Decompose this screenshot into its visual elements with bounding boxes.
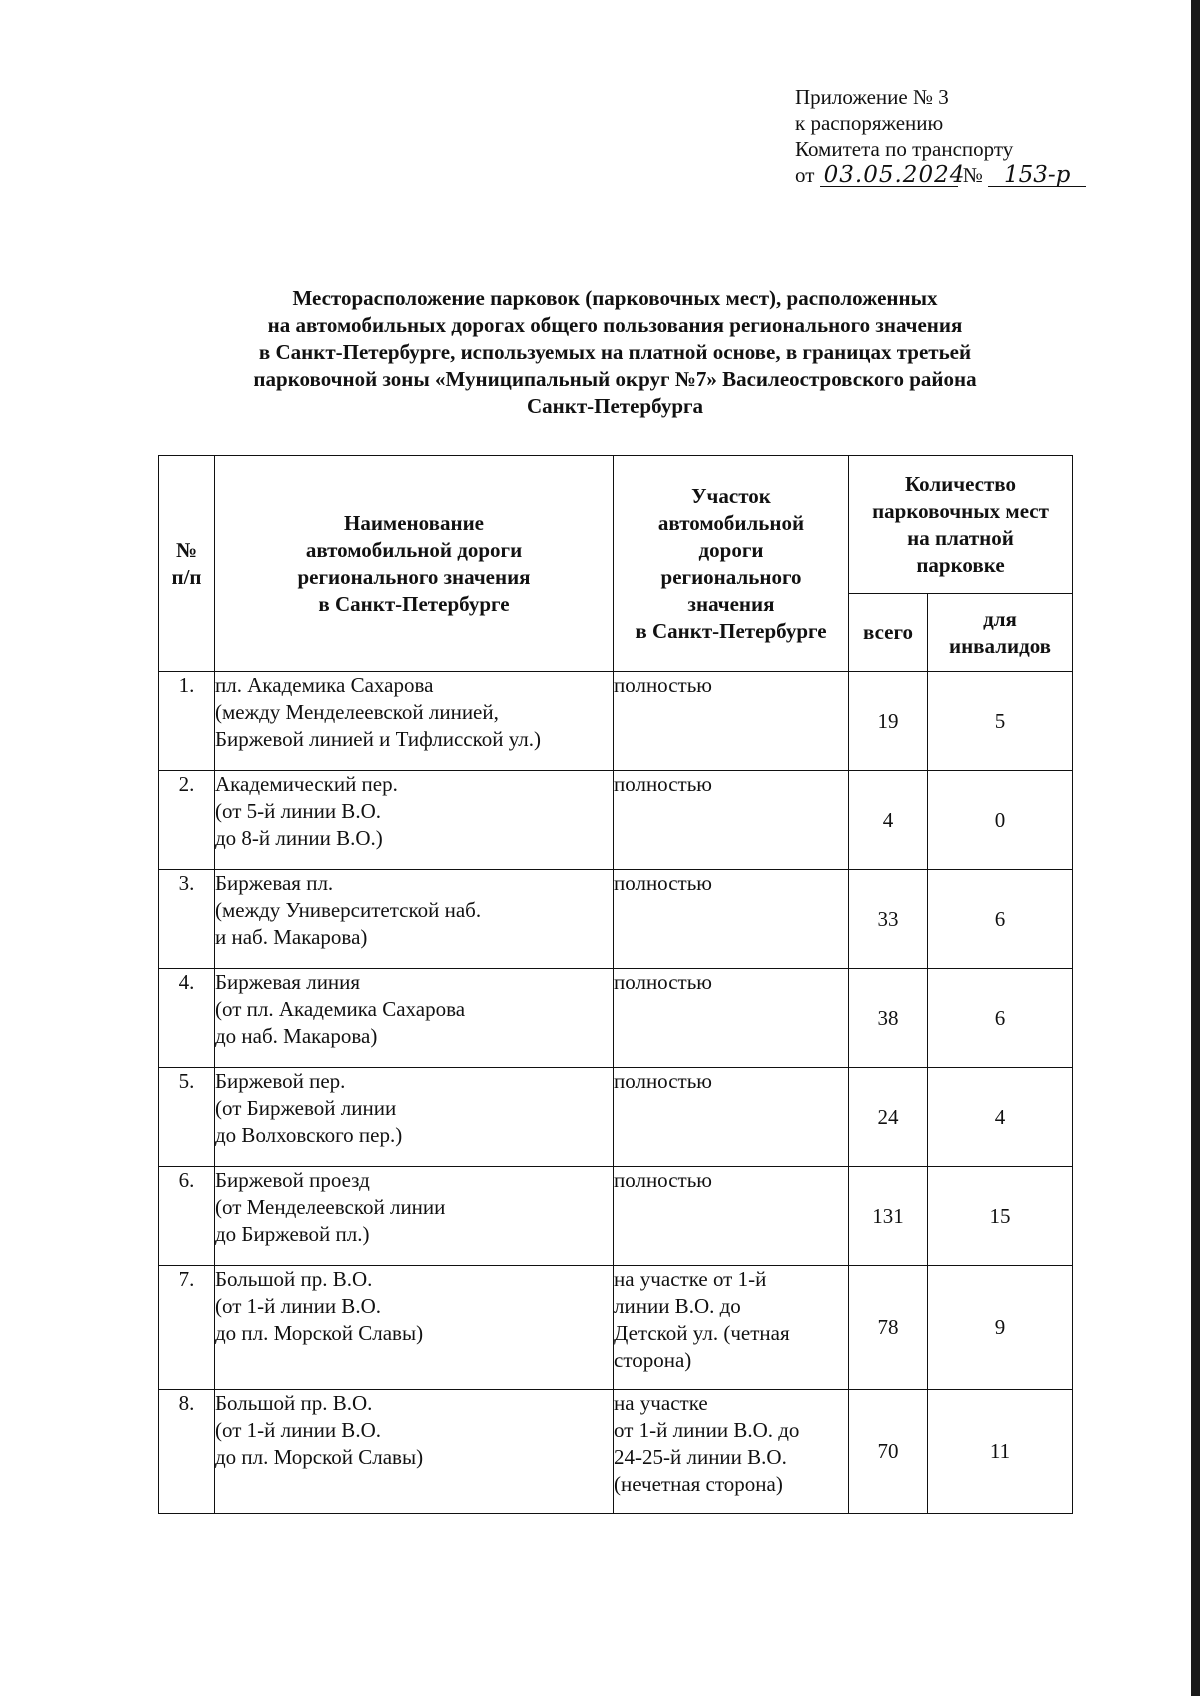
scan-edge (1191, 0, 1200, 1696)
section-cell (614, 1167, 849, 1266)
row-number: 8. (159, 1390, 215, 1514)
appendix-block (795, 84, 1086, 188)
header-line: Наименование (344, 510, 484, 535)
section-line: полностью (614, 970, 712, 994)
header-section (614, 456, 849, 672)
header-line: на платной (907, 525, 1014, 550)
header-disabled (928, 594, 1073, 672)
road-name-line: (между Университетской наб. (215, 898, 482, 922)
table-row (159, 870, 1073, 969)
title-line: в Санкт-Петербурге, используемых на платной основе, в границах третьей (258, 340, 972, 364)
section-cell (614, 969, 849, 1068)
road-name-line: (от Менделеевской линии (215, 1195, 446, 1219)
header-line: автомобильной дороги (305, 537, 523, 562)
road-name-line: Биржевой пер. (215, 1069, 346, 1093)
disabled-spaces: 5 (928, 672, 1073, 771)
disabled-spaces: 15 (928, 1167, 1073, 1266)
parking-table (158, 455, 1073, 1514)
header-line: парковочных мест (872, 498, 1049, 523)
header-line: Количество (904, 471, 1017, 496)
section-cell (614, 1266, 849, 1390)
section-line: от 1-й линии В.О. до (614, 1418, 800, 1442)
from-label: от (795, 163, 815, 187)
section-cell (614, 672, 849, 771)
road-name-line: Академический пер. (215, 772, 398, 796)
road-name-line: Биржевая линия (215, 970, 361, 994)
disabled-spaces: 6 (928, 870, 1073, 969)
road-name-line: Биржевой линией и Тифлисской ул.) (215, 727, 542, 751)
header-num (159, 456, 215, 672)
total-spaces: 19 (849, 672, 928, 771)
handwritten-date: 03.05.2024 (820, 164, 958, 187)
header-line: в Санкт-Петербурге (635, 618, 827, 643)
appendix-date-line (795, 162, 1086, 188)
table-row (159, 672, 1073, 771)
title-line: Санкт-Петербурга (526, 394, 704, 418)
disabled-spaces: 6 (928, 969, 1073, 1068)
road-name-line: до пл. Морской Славы) (215, 1321, 424, 1345)
section-cell (614, 1390, 849, 1514)
road-name-cell (215, 969, 614, 1068)
table-row (159, 771, 1073, 870)
road-name-line: до пл. Морской Славы) (215, 1445, 424, 1469)
section-cell (614, 870, 849, 969)
road-name-cell (215, 870, 614, 969)
row-number: 2. (159, 771, 215, 870)
road-name-line: (от 5-й линии В.О. (215, 799, 381, 823)
header-line: регионального (660, 564, 802, 589)
section-line: сторона) (614, 1348, 692, 1372)
header-line: всего (862, 620, 913, 644)
section-line: Детской ул. (четная (614, 1321, 790, 1345)
number-label: № (962, 163, 983, 187)
header-total (849, 594, 928, 672)
road-name-cell (215, 1167, 614, 1266)
row-number: 6. (159, 1167, 215, 1266)
total-spaces: 33 (849, 870, 928, 969)
road-name-line: (между Менделеевской линией, (215, 700, 499, 724)
road-name-line: Большой пр. В.О. (215, 1391, 373, 1415)
header-line: Участок (691, 483, 771, 508)
road-name-line: до Биржевой пл.) (215, 1222, 370, 1246)
road-name-line: (от 1-й линии В.О. (215, 1294, 381, 1318)
section-line: полностью (614, 1069, 712, 1093)
section-line: линии В.О. до (614, 1294, 741, 1318)
appendix-line-2: к распоряжению (795, 111, 944, 135)
road-name-cell (215, 1068, 614, 1167)
table-row (159, 1266, 1073, 1390)
road-name-line: и наб. Макарова) (215, 925, 368, 949)
header-line: дороги (698, 537, 764, 562)
table-row (159, 969, 1073, 1068)
road-name-cell (215, 1266, 614, 1390)
road-name-line: (от 1-й линии В.О. (215, 1418, 381, 1442)
row-number: 4. (159, 969, 215, 1068)
total-spaces: 24 (849, 1068, 928, 1167)
section-line: полностью (614, 772, 712, 796)
section-line: полностью (614, 871, 712, 895)
section-line: полностью (614, 673, 712, 697)
title-line: парковочной зоны «Муниципальный округ №7» Василеостровского района (253, 367, 977, 391)
header-line: № (175, 537, 198, 562)
road-name-line: до наб. Макарова) (215, 1024, 378, 1048)
road-name-cell (215, 672, 614, 771)
header-line: парковке (916, 552, 1005, 577)
road-name-line: Биржевой проезд (215, 1168, 370, 1192)
disabled-spaces: 9 (928, 1266, 1073, 1390)
table-row (159, 1068, 1073, 1167)
road-name-line: (от пл. Академика Сахарова (215, 997, 466, 1021)
road-name-line: пл. Академика Сахарова (215, 673, 434, 697)
road-name-cell (215, 771, 614, 870)
header-line: в Санкт-Петербурге (318, 591, 510, 616)
table-row (159, 1167, 1073, 1266)
total-spaces: 38 (849, 969, 928, 1068)
header-line: п/п (171, 564, 202, 589)
document-title (160, 285, 1070, 420)
title-line: Месторасположение парковок (парковочных мест), расположенных (292, 286, 938, 310)
total-spaces: 70 (849, 1390, 928, 1514)
section-line: 24-25-й линии В.О. (614, 1445, 787, 1469)
road-name-line: (от Биржевой линии (215, 1096, 397, 1120)
title-line: на автомобильных дорогах общего пользования регионального значения (267, 313, 963, 337)
section-cell (614, 1068, 849, 1167)
header-line: регионального значения (297, 564, 531, 589)
header-parking-count (849, 456, 1073, 594)
header-road-name (215, 456, 614, 672)
disabled-spaces: 0 (928, 771, 1073, 870)
appendix-line-3: Комитета по транспорту (795, 137, 1014, 161)
header-line: для (983, 606, 1017, 631)
road-name-line: Большой пр. В.О. (215, 1267, 373, 1291)
section-cell (614, 771, 849, 870)
disabled-spaces: 11 (928, 1390, 1073, 1514)
header-line: инвалидов (948, 633, 1052, 658)
header-line: значения (687, 591, 775, 616)
total-spaces: 131 (849, 1167, 928, 1266)
row-number: 1. (159, 672, 215, 771)
total-spaces: 4 (849, 771, 928, 870)
section-line: на участке от 1-й (614, 1267, 767, 1291)
row-number: 7. (159, 1266, 215, 1390)
disabled-spaces: 4 (928, 1068, 1073, 1167)
appendix-line-1: Приложение № 3 (795, 85, 949, 109)
road-name-line: до 8-й линии В.О.) (215, 826, 383, 850)
section-line: на участке (614, 1391, 708, 1415)
handwritten-number: 153-р (988, 164, 1086, 187)
row-number: 3. (159, 870, 215, 969)
road-name-cell (215, 1390, 614, 1514)
row-number: 5. (159, 1068, 215, 1167)
total-spaces: 78 (849, 1266, 928, 1390)
road-name-line: до Волховского пер.) (215, 1123, 403, 1147)
header-line: автомобильной (657, 510, 805, 535)
road-name-line: Биржевая пл. (215, 871, 334, 895)
section-line: полностью (614, 1168, 712, 1192)
table-row (159, 1390, 1073, 1514)
section-line: (нечетная сторона) (614, 1472, 783, 1496)
